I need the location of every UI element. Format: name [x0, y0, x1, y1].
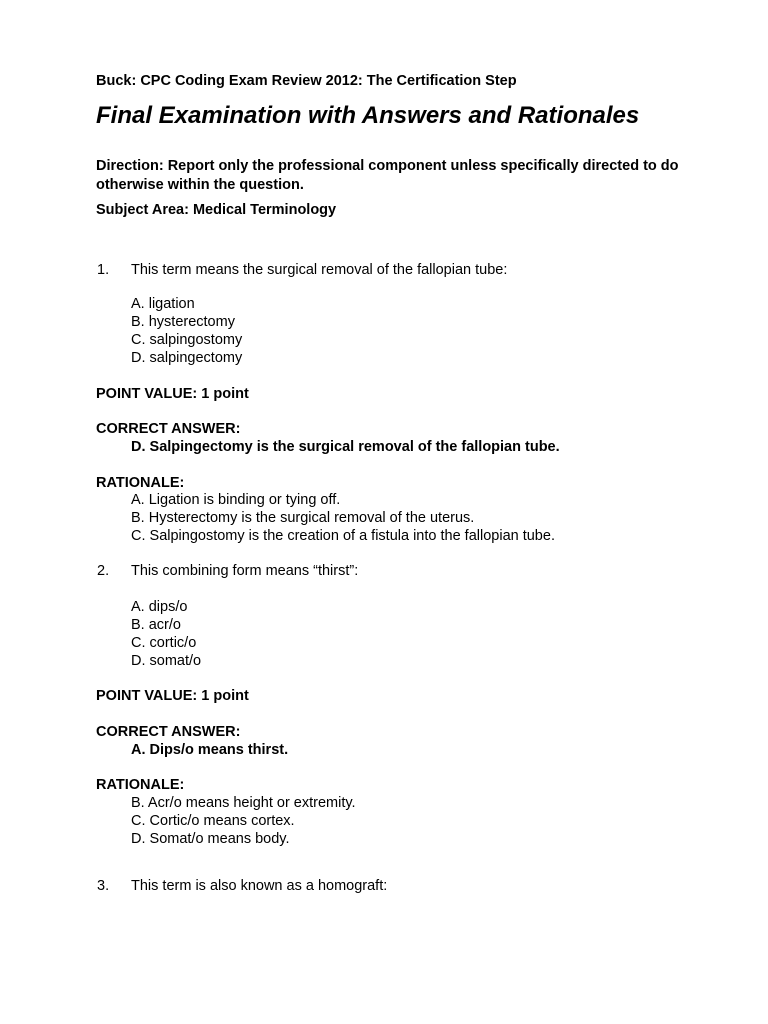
question-1-rationale-label: RATIONALE: — [96, 475, 185, 491]
question-1-option-b: B. hysterectomy — [131, 314, 235, 330]
question-1-number: 1. — [97, 262, 110, 278]
question-2-correct-answer: A. Dips/o means thirst. — [131, 742, 289, 758]
direction-text: Direction: Report only the professional component unless specifically directed to do otherwise within the question. — [96, 158, 679, 193]
question-2-rationale-d: D. Somat/o means body. — [131, 831, 290, 847]
exam-title: Final Examination with Answers and Rationales — [96, 102, 640, 129]
question-3-text: This term is also known as a homograft: — [131, 878, 388, 894]
question-1-option-c: C. salpingostomy — [131, 332, 243, 348]
question-2-option-c: C. cortic/o — [131, 635, 197, 651]
question-2-rationale-label: RATIONALE: — [96, 777, 185, 793]
question-2-rationale-b: B. Acr/o means height or extremity. — [131, 795, 356, 811]
question-2-option-a: A. dips/o — [131, 599, 188, 615]
question-1-correct-answer-label: CORRECT ANSWER: — [96, 421, 241, 437]
question-2-point-value: POINT VALUE: 1 point — [96, 688, 249, 704]
question-2-text: This combining form means “thirst”: — [131, 563, 359, 579]
question-1-point-value: POINT VALUE: 1 point — [96, 386, 249, 402]
question-3-number: 3. — [97, 878, 110, 894]
question-1-rationale-a: A. Ligation is binding or tying off. — [131, 492, 341, 508]
question-1-rationale-c: C. Salpingostomy is the creation of a fistula into the fallopian tube. — [131, 528, 555, 544]
question-2-number: 2. — [97, 563, 110, 579]
question-1-option-d: D. salpingectomy — [131, 350, 243, 366]
book-title: Buck: CPC Coding Exam Review 2012: The Certification Step — [96, 73, 517, 89]
question-2-option-d: D. somat/o — [131, 653, 202, 669]
question-1-correct-answer: D. Salpingectomy is the surgical removal of the fallopian tube. — [131, 439, 560, 455]
subject-area: Subject Area: Medical Terminology — [96, 202, 337, 218]
question-1-option-a: A. ligation — [131, 296, 195, 312]
question-1-text: This term means the surgical removal of the fallopian tube: — [131, 262, 508, 278]
question-2-option-b: B. acr/o — [131, 617, 181, 633]
question-1-rationale-b: B. Hysterectomy is the surgical removal of the uterus. — [131, 510, 475, 526]
question-2-rationale-c: C. Cortic/o means cortex. — [131, 813, 295, 829]
question-2-correct-answer-label: CORRECT ANSWER: — [96, 724, 241, 740]
